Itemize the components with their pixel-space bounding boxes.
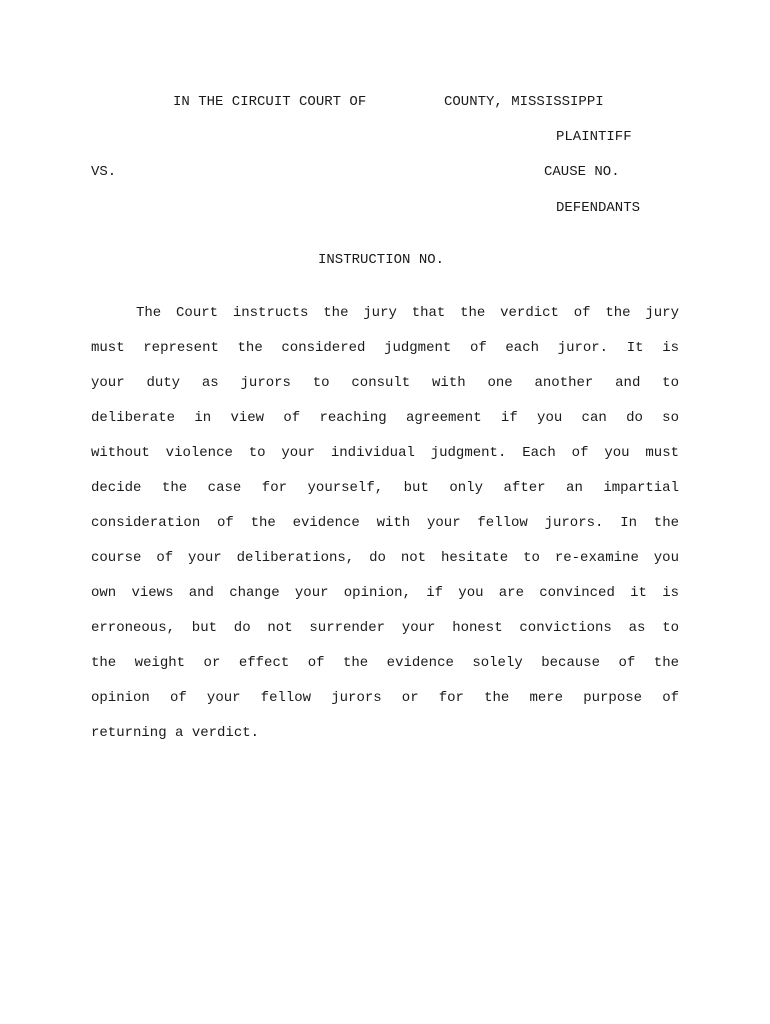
body-line: deliberate in view of reaching agreement if you can do so [91,410,679,426]
body-line: consideration of the evidence with your fellow jurors. In the [91,515,679,531]
body-line: The Court instructs the jury that the verdict of the jury [136,305,679,321]
body-line: must represent the considered judgment of each juror. It is [91,340,679,356]
body-line: own views and change your opinion, if you are convinced it is [91,585,679,601]
instruction-body [91,305,679,760]
versus-label: VS. [91,164,117,180]
body-line: without violence to your individual judgment. Each of you must [91,445,679,461]
body-line: erroneous, but do not surrender your honest convictions as to [91,620,679,636]
body-line: your duty as jurors to consult with one another and to [91,375,679,391]
cause-number-label: CAUSE NO. [544,164,620,180]
instruction-title: INSTRUCTION NO. [318,252,445,268]
body-line: decide the case for yourself, but only after an impartial [91,480,679,496]
body-line: the weight or effect of the evidence solely because of the [91,655,679,671]
defendants-label: DEFENDANTS [556,200,641,216]
body-line: opinion of your fellow jurors or for the mere purpose of [91,690,679,706]
court-name-left: IN THE CIRCUIT COURT OF [173,94,367,110]
body-line: returning a verdict. [91,725,260,741]
court-county-state: COUNTY, MISSISSIPPI [444,94,604,110]
body-line: course of your deliberations, do not hesitate to re-examine you [91,550,679,566]
plaintiff-label: PLAINTIFF [556,129,632,145]
